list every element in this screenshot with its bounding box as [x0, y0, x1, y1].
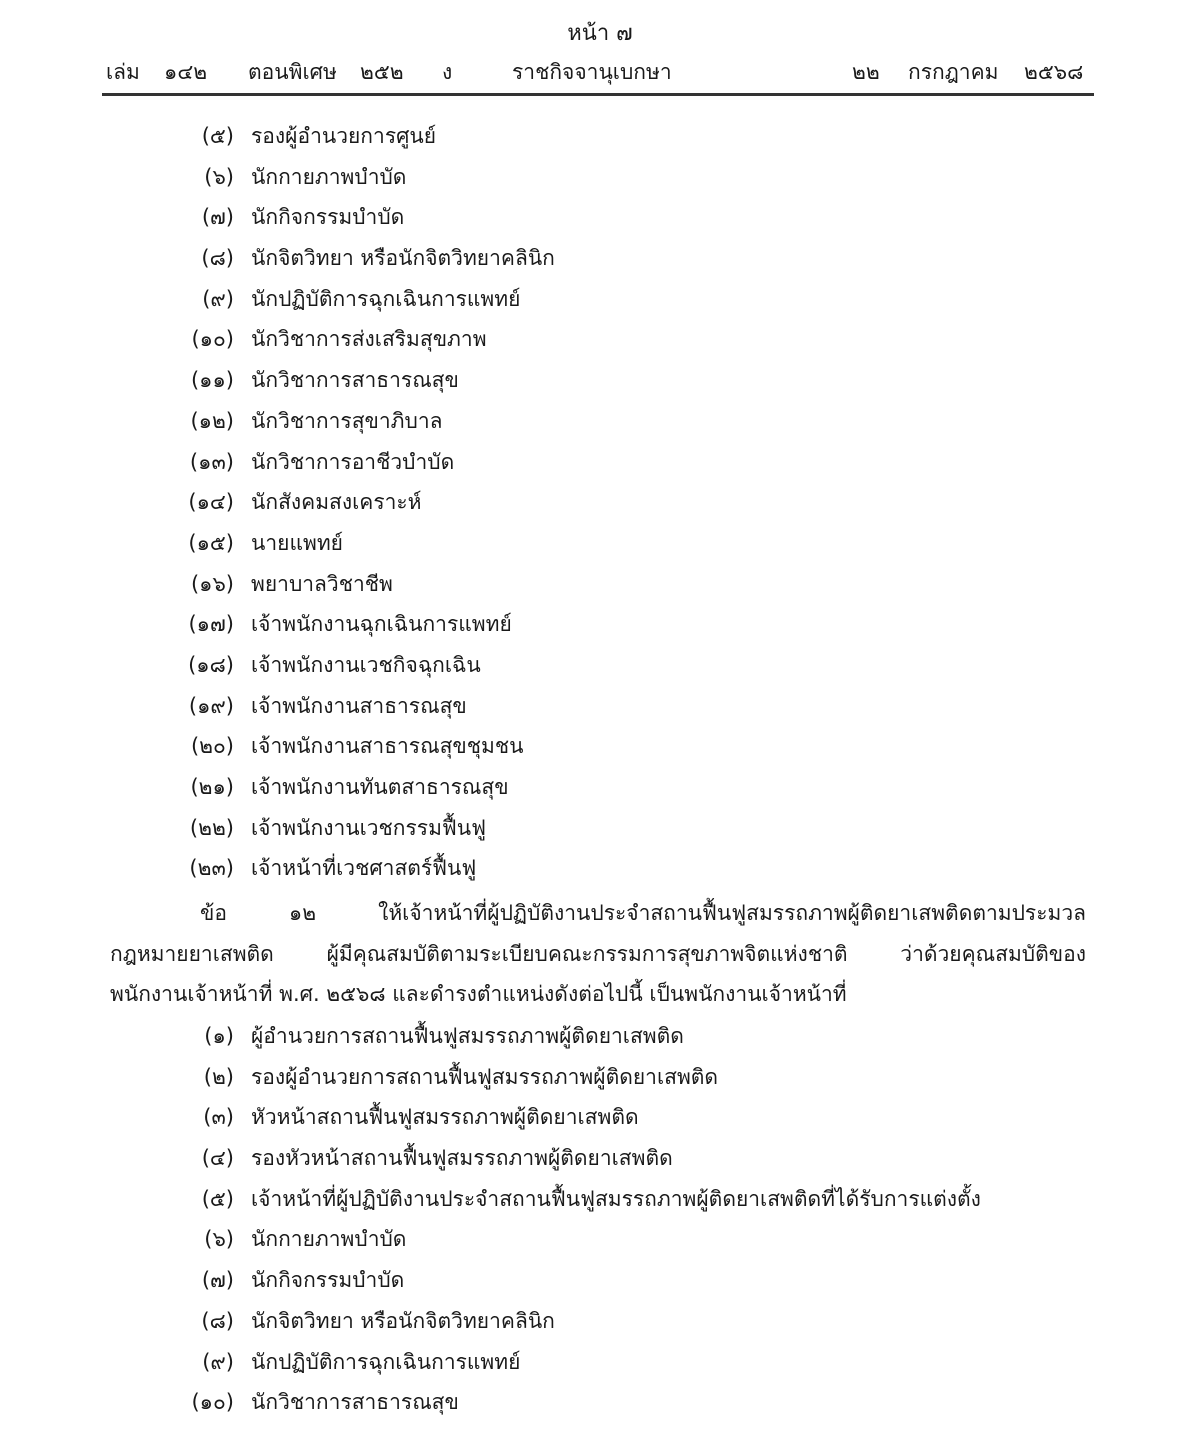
list-item: (๑๕) นายแพทย์ [188, 530, 343, 555]
page-number: หน้า ๗ [567, 21, 633, 46]
list-item: (๑๔) นักสังคมสงเคราะห์ [188, 490, 422, 515]
list-item: (๒) รองผู้อำนวยการสถานฟื้นฟูสมรรถภาพผู้ติดยาเสพติด [203, 1064, 719, 1089]
list-item: (๑๘) เจ้าพนักงานเวชกิจฉุกเฉิน [188, 652, 481, 677]
list-item: (๑๖) พยาบาลวิชาชีพ [190, 571, 393, 596]
list-item: (๑๓) นักวิชาการอาชีวบำบัด [189, 449, 455, 474]
list-item: (๖) นักกายภาพบำบัด [204, 164, 407, 189]
date-year: ๒๕๖๘ [1024, 60, 1084, 84]
list-item: (๒๓) เจ้าหน้าที่เวชศาสตร์ฟื้นฟู [189, 856, 477, 881]
date-month: กรกฎาคม [908, 60, 999, 84]
section-label: ตอนพิเศษ [248, 60, 337, 84]
gazette-header [106, 56, 1094, 88]
volume-number: ๑๔๒ [164, 60, 208, 84]
volume-label: เล่ม [106, 60, 140, 84]
list-item: (๘) นักจิตวิทยา หรือนักจิตวิทยาคลินิก [201, 246, 555, 271]
list-item: (๖) นักกายภาพบำบัด [204, 1227, 407, 1252]
list-item: (๗) นักกิจกรรมบำบัด [201, 1268, 405, 1293]
list-item: (๕) เจ้าหน้าที่ผู้ปฏิบัติงานประจำสถานฟื้นฟูสมรรถภาพผู้ติดยาเสพติดที่ได้รับการแต่งตั้ง [201, 1186, 981, 1211]
date-day: ๒๒ [852, 60, 880, 84]
list-item: (๑๐) นักวิชาการสาธารณสุข [191, 1390, 459, 1415]
list-item: (๑๐) นักวิชาการส่งเสริมสุขภาพ [191, 327, 487, 352]
clause-12-paragraph [110, 893, 1086, 1015]
list-item: (๙) นักปฏิบัติการฉุกเฉินการแพทย์ [202, 1349, 521, 1374]
paragraph-line: ข้อ ๑๒ ให้เจ้าหน้าที่ผู้ปฏิบัติงานประจำสถานฟื้นฟูสมรรถภาพผู้ติดยาเสพติดตามประมวล [200, 901, 1086, 925]
section-number: ๒๕๒ [360, 60, 404, 84]
paragraph-line: กฎหมายยาเสพติด ผู้มีคุณสมบัติตามระเบียบคณะกรรมการสุขภาพจิตแห่งชาติ ว่าด้วยคุณสมบัติของ [110, 941, 1086, 966]
position-list-a [0, 116, 1200, 889]
position-list-b [0, 1016, 1200, 1423]
paragraph-line: พนักงานเจ้าหน้าที่ พ.ศ. ๒๕๖๘ และดำรงตำแหน่งดังต่อไปนี้ เป็นพนักงานเจ้าหน้าที่ [110, 982, 847, 1007]
list-item: (๔) รองหัวหน้าสถานฟื้นฟูสมรรถภาพผู้ติดยาเสพติด [201, 1146, 673, 1171]
list-item: (๓) หัวหน้าสถานฟื้นฟูสมรรถภาพผู้ติดยาเสพติด [203, 1105, 639, 1130]
list-item: (๑๙) เจ้าพนักงานสาธารณสุข [188, 693, 467, 718]
list-item: (๕) รองผู้อำนวยการศูนย์ [201, 124, 437, 148]
list-item: (๒๒) เจ้าพนักงานเวชกรรมฟื้นฟู [189, 815, 487, 840]
list-item: (๑๗) เจ้าพนักงานฉุกเฉินการแพทย์ [188, 612, 512, 637]
publication-title: ราชกิจจานุเบกษา [512, 60, 672, 84]
list-item: (๒๑) เจ้าพนักงานทันตสาธารณสุข [190, 775, 509, 799]
section-letter: ง [442, 60, 453, 84]
list-item: (๙) นักปฏิบัติการฉุกเฉินการแพทย์ [202, 286, 521, 311]
list-item: (๗) นักกิจกรรมบำบัด [201, 205, 405, 230]
list-item: (๑๑) นักวิชาการสาธารณสุข [190, 368, 459, 393]
header-rule [102, 93, 1094, 96]
list-item: (๒๐) เจ้าพนักงานสาธารณสุขชุมชน [190, 734, 524, 759]
list-item: (๘) นักจิตวิทยา หรือนักจิตวิทยาคลินิก [201, 1308, 555, 1333]
list-item: (๑) ผู้อำนวยการสถานฟื้นฟูสมรรถภาพผู้ติดยาเสพติด [204, 1024, 684, 1048]
list-item: (๑๒) นักวิชาการสุขาภิบาล [190, 408, 443, 433]
